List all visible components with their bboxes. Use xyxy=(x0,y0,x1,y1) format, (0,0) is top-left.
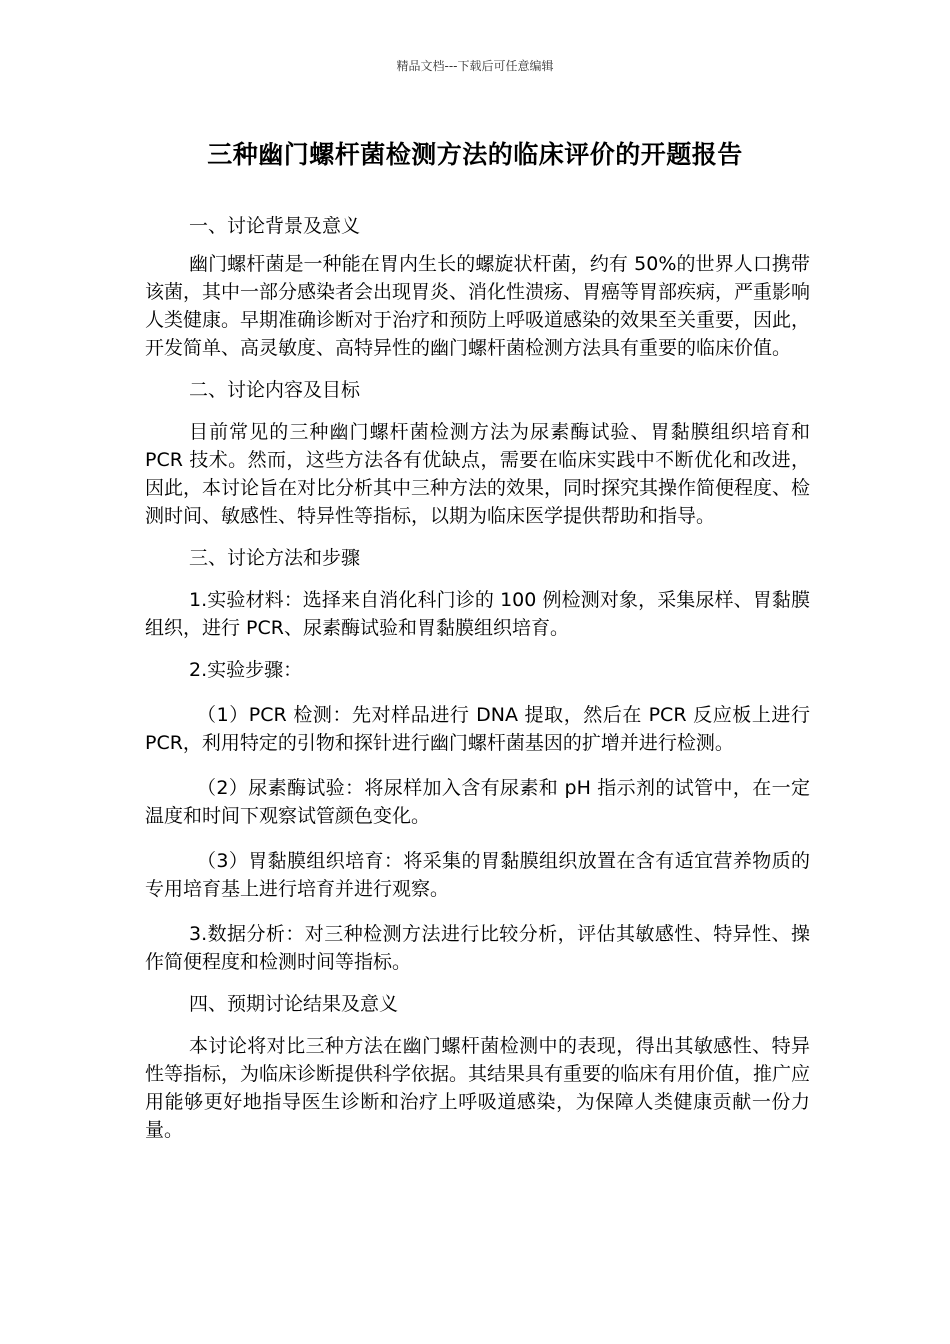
document-body xyxy=(145,212,810,1144)
section-4-paragraph: 本讨论将对比三种方法在幽门螺杆菌检测中的表现，得出其敏感性、特异性等指标，为临床诊断提供科学依据。其结果具有重要的临床有用价值，推广应用能够更好地指导医生诊断和治疗上呼吸道感染，为保障人类健康贡献一份力量。 xyxy=(145,1035,811,1141)
section-1-paragraph: 幽门螺杆菌是一种能在胃内生长的螺旋状杆菌，约有 50%的世界人口携带该菌，其中一部分感染者会出现胃炎、消化性溃疡、胃癌等胃部疾病，严重影响人类健康。早期准确诊断对于治疗和预防上呼吸道感染的效果至关重要，因此，开发简单、高灵敏度、高特异性的幽门螺杆菌检测方法具有重要的临床价值。 xyxy=(145,253,811,359)
section-3-step-2: （2）尿素酶试验：将尿样加入含有尿素和 pH 指示剂的试管中，在一定温度和时间下观察试管颜色变化。 xyxy=(145,777,810,827)
section-3-heading: 三、讨论方法和步骤 xyxy=(189,547,361,569)
section-3-analysis: 3.数据分析：对三种检测方法进行比较分析，评估其敏感性、特异性、操作简便程度和检测时间等指标。 xyxy=(145,923,810,973)
header-watermark: 精品文档---下载后可任意编辑 xyxy=(396,59,554,73)
section-3-step-1: （1）PCR 检测：先对样品进行 DNA 提取，然后在 PCR 反应板上进行 PCR，利用特定的引物和探针进行幽门螺杆菌基因的扩增并进行检测。 xyxy=(145,704,810,754)
section-4-heading: 四、预期讨论结果及意义 xyxy=(189,993,399,1015)
section-2-paragraph: 目前常见的三种幽门螺杆菌检测方法为尿素酶试验、胃黏膜组织培育和 PCR 技术。然而，这些方法各有优缺点，需要在临床实践中不断优化和改进，因此，本讨论旨在对比分析其中三种方法的效果，同时探究其操作简便程度、检测时间、敏感性、特异性等指标，以期为临床医学提供帮助和指导。 xyxy=(145,421,811,527)
document-title: 三种幽门螺杆菌检测方法的临床评价的开题报告 xyxy=(207,140,743,169)
section-1-heading: 一、讨论背景及意义 xyxy=(189,215,361,237)
section-3-materials: 1.实验材料：选择来自消化科门诊的 100 例检测对象，采集尿样、胃黏膜组织，进行 PCR、尿素酶试验和胃黏膜组织培育。 xyxy=(145,589,810,639)
section-3-step-3: （3）胃黏膜组织培育：将采集的胃黏膜组织放置在含有适宜营养物质的专用培育基上进行培育并进行观察。 xyxy=(145,850,810,900)
section-2-heading: 二、讨论内容及目标 xyxy=(189,379,361,401)
section-3-steps-label: 2.实验步骤： xyxy=(189,659,303,681)
